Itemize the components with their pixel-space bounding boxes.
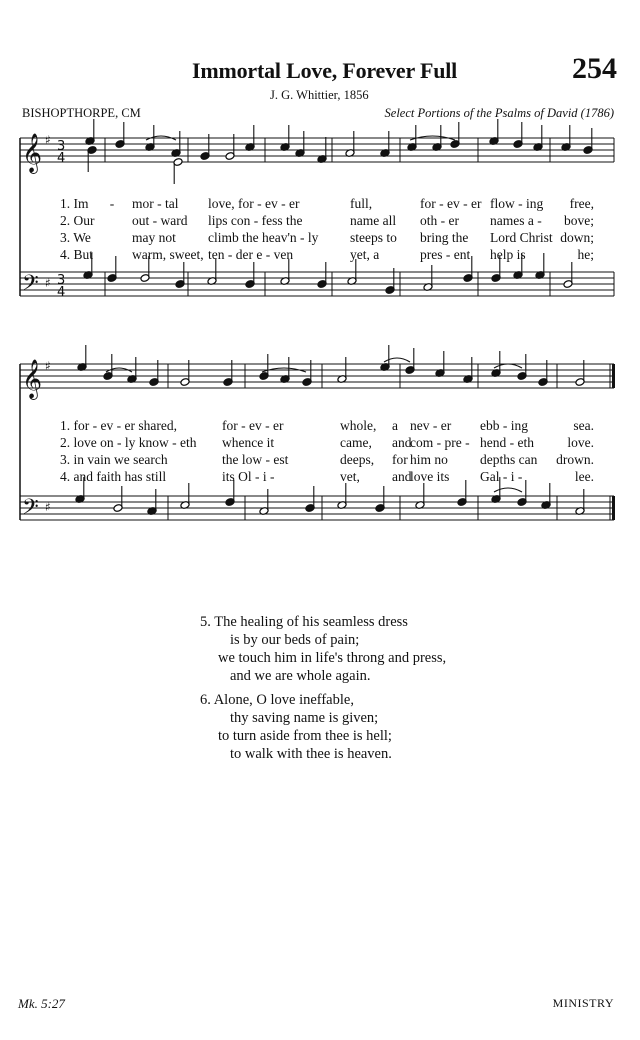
time-signature-bottom: 4 (57, 285, 66, 300)
music-source: Select Portions of the Psalms of David (1786) (384, 106, 614, 120)
lyric-syllable: pres - ent (420, 247, 471, 262)
stanza-line: thy saving name is given; (230, 710, 379, 726)
hymn-title: Immortal Love, Forever Full (192, 58, 458, 83)
lyric-syllable: climb the heav'n - ly (208, 230, 319, 245)
lyric-syllable: a (392, 418, 398, 433)
lyric-syllable: lee. (574, 469, 594, 484)
tune-name: BISHOPTHORPE, CM (22, 106, 141, 120)
hymn-category: MINISTRY (552, 996, 614, 1010)
lyric-syllable: and (392, 469, 412, 484)
stanza-5 (200, 613, 446, 685)
lyric-syllable: mor - tal (132, 196, 179, 211)
lyric-syllable: oth - er (420, 213, 459, 228)
lyric-syllable: vet, (340, 469, 360, 484)
lyric-syllable: him no (410, 452, 448, 467)
stanza-line: and we are whole again. (230, 668, 371, 684)
lyric-syllable: for (392, 452, 408, 467)
lyric-syllable: yet, a (350, 247, 380, 262)
lyric-syllable: for - ev - er (222, 418, 284, 433)
lyric-syllable: help is (490, 247, 526, 262)
lyric-syllable: 2. Our (60, 213, 95, 228)
lyric-syllable: bring the (420, 230, 469, 245)
lyric-syllable: sea. (573, 418, 594, 433)
stanza-line: we touch him in life's throng and press, (218, 650, 447, 666)
stanza-line: to turn aside from thee is hell; (218, 728, 392, 744)
lyric-syllable: 1. for - ev - er shared, (60, 418, 177, 433)
lyric-syllable: 3. in vain we search (60, 452, 168, 467)
lyric-syllable: down; (560, 230, 594, 245)
slur (494, 364, 522, 368)
treble-clef-icon: 𝄞 (22, 133, 43, 173)
stanza-line: is by our beds of pain; (230, 632, 360, 648)
stanza-line: 6. Alone, O love ineffable, (200, 692, 354, 708)
lyric-syllable: ebb - ing (480, 418, 528, 433)
lyric-syllable: 2. love on - ly know - eth (60, 435, 197, 450)
lyric-syllable: bove; (564, 213, 594, 228)
lyric-syllable: hend - eth (480, 435, 534, 450)
text-author: J. G. Whittier, 1856 (270, 88, 369, 102)
bass-clef-icon: 𝄢 (22, 271, 39, 301)
lyric-syllable: 1. Im (60, 196, 89, 211)
lyric-syllable: its Ol - i - (222, 469, 275, 484)
lyric-syllable: out - ward (132, 213, 188, 228)
lyric-syllable: he; (577, 247, 594, 262)
lyric-syllable: 4. But (60, 247, 94, 262)
lyric-syllable: free, (569, 196, 594, 211)
lyric-syllable: name all (350, 213, 397, 228)
lyric-syllable: came, (340, 435, 372, 450)
lyric-syllable: love its (410, 469, 450, 484)
lyric-syllable: Gal - i - (480, 469, 523, 484)
hymn-number: 254 (572, 52, 617, 85)
sharp-icon: ♯ (45, 500, 51, 514)
lyric-syllable: love, for - ev - er (208, 196, 300, 211)
treble-clef-icon: 𝄞 (22, 359, 43, 399)
time-signature-bottom: 4 (57, 151, 66, 166)
final-barline-thick (612, 364, 615, 388)
stanza-line: 5. The healing of his seamless dress (200, 614, 408, 630)
lyric-syllable: steeps to (350, 230, 397, 245)
stanza-6 (200, 691, 392, 763)
lyric-syllable: whence it (222, 435, 275, 450)
lyric-syllable: drown. (556, 452, 594, 467)
final-barline-thick (612, 496, 615, 520)
sharp-icon: ♯ (45, 276, 51, 290)
lyric-syllable: 4. and faith has still (60, 469, 167, 484)
lyric-syllable: full, (350, 196, 373, 211)
lyric-syllable: 3. We (60, 230, 91, 245)
lyric-syllable: ten - der e - ven (208, 247, 294, 262)
time-signature-top: 3 (57, 273, 66, 288)
lyric-syllable: deeps, (340, 452, 375, 467)
lyric-syllable: names a - (490, 213, 542, 228)
lyric-syllable: love. (567, 435, 594, 450)
lyric-syllable: flow - ing (490, 196, 544, 211)
lyric-syllable: warm, sweet, (132, 247, 204, 262)
bass-clef-icon: 𝄢 (22, 495, 39, 525)
lyric-syllable: lips con - fess the (208, 213, 303, 228)
lyric-syllable: whole, (340, 418, 377, 433)
stanza-line: to walk with thee is heaven. (230, 746, 392, 762)
lyric-syllable: depths can (480, 452, 538, 467)
scripture-reference: Mk. 5:27 (18, 996, 65, 1011)
lyric-syllable: com - pre - (410, 435, 470, 450)
sharp-icon: ♯ (45, 359, 51, 373)
time-signature-top: 3 (57, 139, 66, 154)
lyric-syllable: - (109, 196, 115, 211)
slur (384, 358, 410, 362)
lyric-syllable: Lord Christ (490, 230, 553, 245)
lyric-syllable: nev - er (410, 418, 452, 433)
sharp-icon: ♯ (45, 133, 51, 147)
slur (494, 488, 522, 492)
lyric-syllable: for - ev - er (420, 196, 482, 211)
lyric-syllable: may not (132, 230, 176, 245)
lyric-syllable: and (392, 435, 412, 450)
lyric-syllable: the low - est (222, 452, 289, 467)
